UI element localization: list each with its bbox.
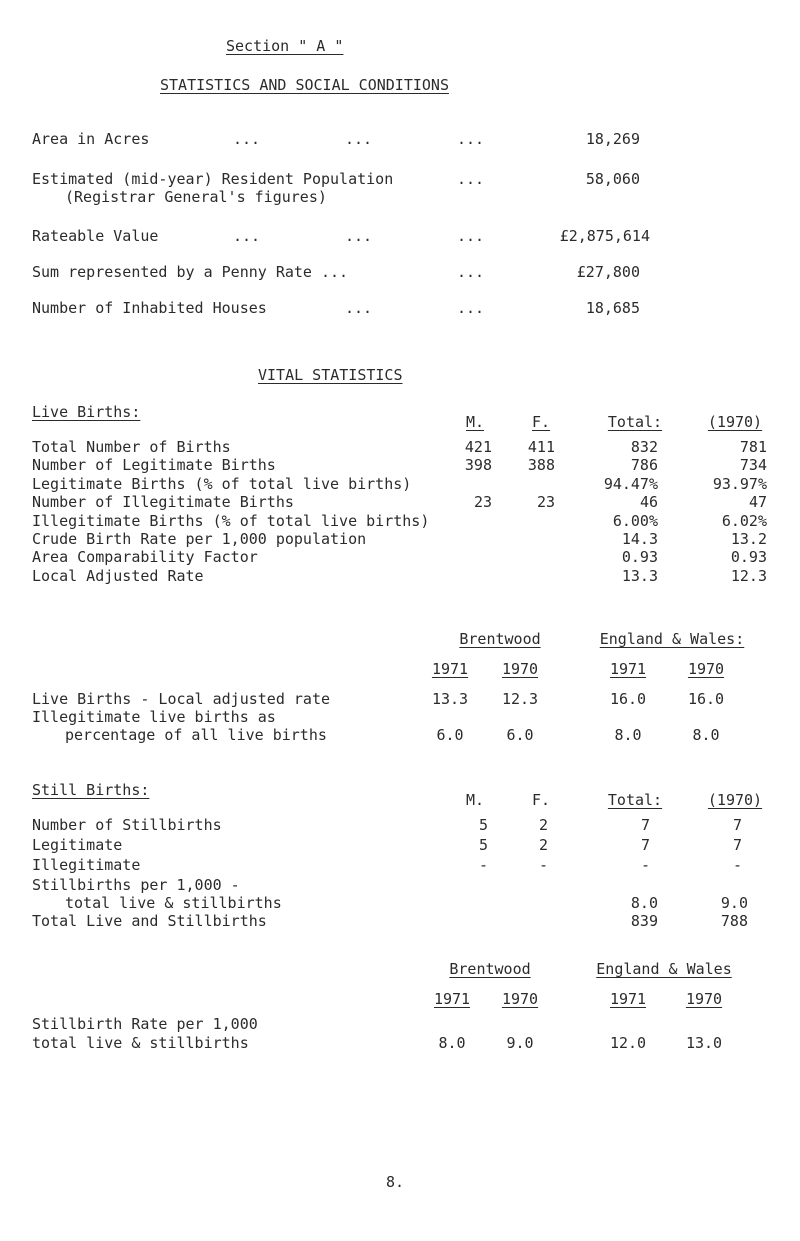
year-column: 1970 bbox=[687, 660, 725, 678]
year-column: 1970 bbox=[501, 990, 539, 1008]
year-column: 1971 bbox=[609, 660, 647, 678]
stillbirth-rate-label: total live & stillbirths bbox=[65, 894, 282, 912]
vital-statistics-heading: VITAL STATISTICS bbox=[258, 366, 403, 384]
comparison-value: 8.0 bbox=[614, 726, 642, 744]
comparison-value: 16.0 bbox=[687, 690, 725, 708]
stillbirth-rate-1970: 9.0 bbox=[720, 894, 748, 912]
area-label: Area in Acres bbox=[32, 130, 150, 148]
brentwood-heading: Brentwood bbox=[449, 960, 531, 978]
column-header-female: F. bbox=[531, 413, 551, 431]
male-value: 421 bbox=[464, 438, 492, 456]
leader-dots: ... bbox=[457, 227, 485, 245]
year-column: 1971 bbox=[431, 660, 469, 678]
section-heading: Section " A " bbox=[226, 37, 344, 55]
comparison-row-label: percentage of all live births bbox=[65, 726, 327, 744]
comparison-value: 16.0 bbox=[609, 690, 647, 708]
total-value: 6.00% bbox=[612, 511, 658, 530]
comparison-row-label: Illegitimate live births as bbox=[32, 708, 276, 726]
england-wales-heading: England & Wales bbox=[596, 960, 732, 978]
area-value: 18,269 bbox=[585, 130, 640, 148]
row-label: Area Comparability Factor bbox=[32, 548, 258, 567]
comparison-row-label: Live Births - Local adjusted rate bbox=[32, 690, 331, 708]
population-label-source: (Registrar General's figures) bbox=[65, 188, 327, 206]
total-value: - bbox=[640, 856, 650, 874]
comparison-value: 9.0 bbox=[506, 1034, 534, 1052]
houses-value: 18,685 bbox=[585, 299, 640, 317]
page-title: STATISTICS AND SOCIAL CONDITIONS bbox=[160, 76, 449, 94]
leader-dots: ... bbox=[345, 130, 373, 148]
total-value: 46 bbox=[639, 493, 658, 512]
brentwood-heading: Brentwood bbox=[459, 630, 541, 648]
leader-dots: ... bbox=[457, 263, 485, 281]
column-header-1970: (1970) bbox=[707, 413, 763, 431]
total-value: 832 bbox=[630, 438, 658, 456]
comparison-value: 13.0 bbox=[685, 1034, 723, 1052]
prior-year-value: 781 bbox=[739, 438, 767, 456]
column-header-total: Total: bbox=[607, 413, 663, 431]
female-value: 411 bbox=[527, 438, 555, 456]
female-value: 388 bbox=[527, 456, 555, 475]
male-value: 23 bbox=[473, 493, 492, 512]
prior-year-value: 7 bbox=[732, 816, 742, 834]
year-column: 1971 bbox=[609, 990, 647, 1008]
rateable-value: £2,875,614 bbox=[559, 227, 650, 245]
leader-dots: ... bbox=[457, 170, 485, 188]
row-label: Total Number of Births bbox=[32, 438, 231, 456]
stillbirth-rate-label: Stillbirths per 1,000 - bbox=[32, 876, 240, 894]
prior-year-value: 7 bbox=[732, 836, 742, 854]
column-header-total: Total: bbox=[607, 791, 663, 809]
female-value: - bbox=[538, 856, 548, 874]
row-label: Legitimate bbox=[32, 836, 123, 854]
year-column: 1970 bbox=[685, 990, 723, 1008]
comparison-value: 12.3 bbox=[501, 690, 539, 708]
total-value: 7 bbox=[640, 836, 650, 854]
row-label: Number of Legitimate Births bbox=[32, 456, 276, 475]
leader-dots: ... bbox=[233, 227, 261, 245]
combined-births-total: 839 bbox=[630, 912, 658, 930]
column-header-male: M. bbox=[465, 413, 485, 431]
column-header-female: F. bbox=[531, 791, 551, 809]
penny-rate-label: Sum represented by a Penny Rate ... bbox=[32, 263, 349, 281]
leader-dots: ... bbox=[345, 227, 373, 245]
row-label: Number of Stillbirths bbox=[32, 816, 222, 834]
prior-year-value: 13.2 bbox=[730, 530, 767, 548]
comparison-value: 12.0 bbox=[609, 1034, 647, 1052]
row-label: Legitimate Births (% of total live births) bbox=[32, 474, 412, 493]
total-value: 0.93 bbox=[621, 548, 658, 567]
leader-dots: ... bbox=[457, 299, 485, 317]
male-value: 5 bbox=[478, 816, 488, 834]
live-births-heading: Live Births: bbox=[32, 403, 141, 421]
leader-dots: ... bbox=[457, 130, 485, 148]
prior-year-value: - bbox=[732, 856, 742, 874]
year-column: 1970 bbox=[501, 660, 539, 678]
comparison-value: 8.0 bbox=[692, 726, 720, 744]
column-header-male: M. bbox=[465, 791, 485, 809]
female-value: 23 bbox=[536, 493, 555, 512]
male-value: 5 bbox=[478, 836, 488, 854]
total-value: 14.3 bbox=[621, 530, 658, 548]
prior-year-value: 0.93 bbox=[730, 548, 767, 567]
houses-label: Number of Inhabited Houses bbox=[32, 299, 267, 317]
penny-rate-value: £27,800 bbox=[576, 263, 640, 281]
stillbirth-rate-total: 8.0 bbox=[630, 894, 658, 912]
stillbirth-comparison-label: Stillbirth Rate per 1,000 bbox=[32, 1015, 258, 1033]
comparison-value: 8.0 bbox=[438, 1034, 466, 1052]
prior-year-value: 6.02% bbox=[721, 511, 767, 530]
rateable-label: Rateable Value bbox=[32, 227, 159, 245]
comparison-value: 6.0 bbox=[506, 726, 534, 744]
row-label: Illegitimate bbox=[32, 856, 141, 874]
total-value: 7 bbox=[640, 816, 650, 834]
page-number: 8. bbox=[386, 1173, 405, 1191]
prior-year-value: 12.3 bbox=[730, 566, 767, 585]
population-value: 58,060 bbox=[585, 170, 640, 188]
comparison-value: 13.3 bbox=[431, 690, 469, 708]
row-label: Illegitimate Births (% of total live births) bbox=[32, 511, 430, 530]
population-label: Estimated (mid-year) Resident Population bbox=[32, 170, 394, 188]
still-births-heading: Still Births: bbox=[32, 781, 150, 799]
prior-year-value: 734 bbox=[739, 456, 767, 475]
female-value: 2 bbox=[538, 836, 548, 854]
total-value: 94.47% bbox=[603, 474, 658, 493]
prior-year-value: 47 bbox=[748, 493, 767, 512]
male-value: - bbox=[478, 856, 488, 874]
leader-dots: ... bbox=[233, 130, 261, 148]
combined-births-label: Total Live and Stillbirths bbox=[32, 912, 267, 930]
england-wales-heading: England & Wales: bbox=[599, 630, 745, 648]
year-column: 1971 bbox=[433, 990, 471, 1008]
row-label: Number of Illegitimate Births bbox=[32, 493, 294, 512]
total-value: 786 bbox=[630, 456, 658, 475]
combined-births-1970: 788 bbox=[720, 912, 748, 930]
total-value: 13.3 bbox=[621, 566, 658, 585]
leader-dots: ... bbox=[345, 299, 373, 317]
stillbirth-comparison-label: total live & stillbirths bbox=[32, 1034, 249, 1052]
row-label: Local Adjusted Rate bbox=[32, 566, 204, 585]
comparison-value: 6.0 bbox=[436, 726, 464, 744]
male-value: 398 bbox=[464, 456, 492, 475]
prior-year-value: 93.97% bbox=[712, 474, 767, 493]
female-value: 2 bbox=[538, 816, 548, 834]
column-header-1970: (1970) bbox=[707, 791, 763, 809]
row-label: Crude Birth Rate per 1,000 population bbox=[32, 530, 367, 548]
